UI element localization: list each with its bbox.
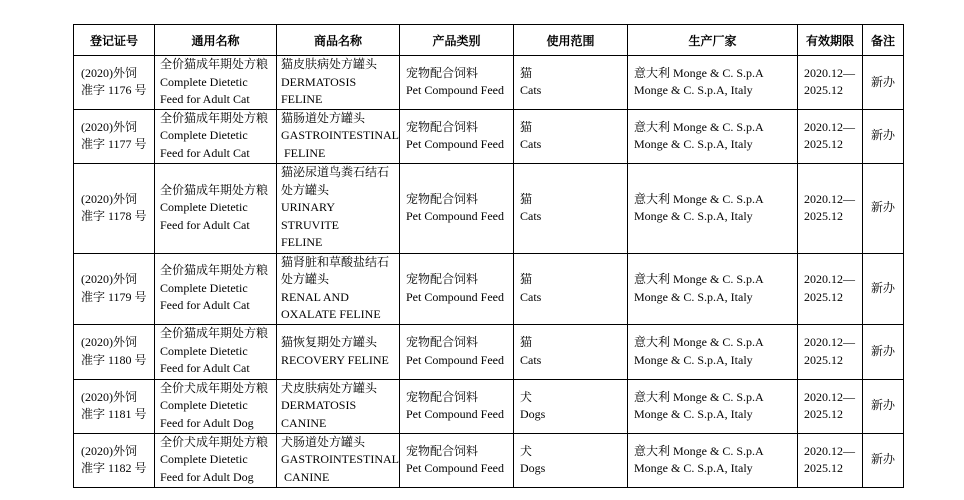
cell-validity bbox=[798, 253, 863, 324]
manufacturer-line: Monge & C. S.p.A, Italy bbox=[634, 83, 753, 98]
cell-reg-no bbox=[74, 56, 155, 110]
cell-reg-no bbox=[74, 109, 155, 163]
reg-no-line: 准字 1182 号 bbox=[81, 461, 147, 475]
cell-manufacturer bbox=[628, 253, 798, 324]
validity-line: 2020.12— bbox=[804, 389, 855, 404]
reg-no-line: 准字 1179 号 bbox=[81, 289, 147, 304]
cell-generic-name bbox=[155, 56, 277, 110]
product-name-line: URINARY bbox=[281, 200, 336, 215]
manufacturer-line: 意大利 Monge & C. S.p.A bbox=[634, 443, 764, 458]
scope-line: 猫 bbox=[520, 119, 533, 134]
reg-no-line: (2020)外饲 bbox=[81, 119, 137, 134]
table-row bbox=[74, 253, 904, 324]
product-name-line: CANINE bbox=[281, 469, 330, 484]
cell-generic-name bbox=[155, 163, 277, 253]
generic-name-line: Complete Dietetic bbox=[160, 280, 248, 295]
product-name-line: FELINE bbox=[281, 145, 326, 160]
cell-category bbox=[400, 253, 514, 324]
cell-validity bbox=[798, 324, 863, 379]
scope-line: 猫 bbox=[520, 65, 533, 80]
manufacturer-line: 意大利 Monge & C. S.p.A bbox=[634, 119, 764, 134]
reg-no-line: (2020)外饲 bbox=[81, 191, 137, 206]
reg-no-line: (2020)外饲 bbox=[81, 389, 137, 404]
product-name-line: DERMATOSIS bbox=[281, 74, 357, 89]
cell-scope bbox=[514, 109, 628, 163]
validity-line: 2020.12— bbox=[804, 119, 855, 134]
scope-line: 犬 bbox=[520, 389, 533, 404]
product-name-line: CANINE bbox=[281, 415, 327, 430]
cell-reg-no bbox=[74, 324, 155, 379]
category-line: 宠物配合饲料 bbox=[406, 191, 479, 206]
reg-no-line: (2020)外饲 bbox=[81, 335, 137, 349]
cell-manufacturer bbox=[628, 379, 798, 433]
generic-name-line: Feed for Adult Cat bbox=[160, 92, 250, 106]
product-name-line: DERMATOSIS bbox=[281, 398, 357, 413]
cell-category bbox=[400, 56, 514, 110]
generic-name-line: 全价猫成年期处方粮 bbox=[160, 110, 269, 125]
cell-manufacturer bbox=[628, 163, 798, 253]
cell-generic-name bbox=[155, 109, 277, 163]
cell-reg-no bbox=[74, 433, 155, 487]
reg-no-line: 准字 1177 号 bbox=[81, 137, 147, 151]
cell-scope bbox=[514, 163, 628, 253]
cell-remark bbox=[863, 253, 904, 324]
cell-remark bbox=[863, 379, 904, 433]
table-header-row bbox=[74, 25, 904, 56]
generic-name-line: 全价猫成年期处方粮 bbox=[160, 326, 269, 341]
scope-line: Cats bbox=[520, 137, 542, 151]
cell-generic-name bbox=[155, 324, 277, 379]
product-name-line: 犬肠道处方罐头 bbox=[281, 434, 366, 449]
product-name-line: FELINE bbox=[281, 235, 323, 250]
header-validity: 有效期限 bbox=[798, 25, 863, 56]
validity-line: 2025.12 bbox=[804, 461, 843, 475]
scope-line: 犬 bbox=[520, 443, 533, 458]
manufacturer-line: Monge & C. S.p.A, Italy bbox=[634, 461, 753, 475]
registration-table bbox=[73, 24, 904, 488]
generic-name-line: Feed for Adult Cat bbox=[160, 361, 250, 376]
category-line: 宠物配合饲料 bbox=[406, 65, 479, 80]
header-scope: 使用范围 bbox=[514, 25, 628, 56]
manufacturer-line: Monge & C. S.p.A, Italy bbox=[634, 352, 753, 367]
validity-line: 2020.12— bbox=[804, 191, 855, 206]
scope-line: Dogs bbox=[520, 407, 546, 421]
manufacturer-line: 意大利 Monge & C. S.p.A bbox=[634, 389, 764, 404]
cell-validity bbox=[798, 433, 863, 487]
product-name-line: 处方罐头 bbox=[281, 182, 330, 197]
category-line: Pet Compound Feed bbox=[406, 83, 504, 98]
cell-reg-no bbox=[74, 379, 155, 433]
reg-no-line: (2020)外饲 bbox=[81, 443, 137, 458]
cell-scope bbox=[514, 433, 628, 487]
product-name-line: STRUVITE bbox=[281, 217, 339, 232]
validity-line: 2025.12 bbox=[804, 407, 843, 421]
remark-text: 新办 bbox=[870, 398, 895, 413]
product-name-line: RECOVERY FELINE bbox=[281, 352, 389, 367]
product-name-line: FELINE bbox=[281, 92, 323, 106]
scope-line: Cats bbox=[520, 209, 542, 223]
product-name-line: OXALATE FELINE bbox=[281, 307, 381, 321]
cell-validity bbox=[798, 56, 863, 110]
reg-no-line: 准字 1176 号 bbox=[81, 83, 147, 98]
category-line: Pet Compound Feed bbox=[406, 209, 504, 223]
validity-line: 2020.12— bbox=[804, 335, 855, 349]
scope-line: Cats bbox=[520, 83, 542, 98]
header-manufacturer: 生产厂家 bbox=[628, 25, 798, 56]
product-name-line: GASTROINTESTINAL bbox=[281, 128, 399, 143]
scope-line: Cats bbox=[520, 352, 542, 367]
validity-line: 2025.12 bbox=[804, 352, 843, 367]
table-row bbox=[74, 433, 904, 487]
remark-text: 新办 bbox=[870, 74, 895, 89]
cell-product-name bbox=[277, 324, 400, 379]
generic-name-line: Complete Dietetic bbox=[160, 398, 248, 413]
cell-product-name bbox=[277, 56, 400, 110]
cell-generic-name bbox=[155, 379, 277, 433]
product-name-line: GASTROINTESTINAL bbox=[281, 452, 399, 467]
header-category: 产品类别 bbox=[400, 25, 514, 56]
category-line: Pet Compound Feed bbox=[406, 407, 504, 421]
category-line: Pet Compound Feed bbox=[406, 461, 504, 475]
cell-generic-name bbox=[155, 253, 277, 324]
table-row bbox=[74, 324, 904, 379]
validity-line: 2020.12— bbox=[804, 443, 855, 458]
cell-generic-name bbox=[155, 433, 277, 487]
category-line: Pet Compound Feed bbox=[406, 289, 504, 304]
validity-line: 2025.12 bbox=[804, 137, 843, 151]
reg-no-line: (2020)外饲 bbox=[81, 272, 137, 286]
generic-name-line: Feed for Adult Cat bbox=[160, 145, 250, 160]
manufacturer-line: Monge & C. S.p.A, Italy bbox=[634, 137, 753, 151]
header-generic-name: 通用名称 bbox=[155, 25, 277, 56]
product-name-line: 处方罐头 bbox=[281, 272, 330, 286]
cell-remark bbox=[863, 109, 904, 163]
cell-reg-no bbox=[74, 253, 155, 324]
category-line: 宠物配合饲料 bbox=[406, 119, 479, 134]
product-name-line: 猫肠道处方罐头 bbox=[281, 110, 366, 125]
cell-manufacturer bbox=[628, 324, 798, 379]
manufacturer-line: 意大利 Monge & C. S.p.A bbox=[634, 65, 764, 80]
generic-name-line: Feed for Adult Cat bbox=[160, 298, 250, 313]
cell-product-name bbox=[277, 379, 400, 433]
generic-name-line: Feed for Adult Dog bbox=[160, 469, 254, 484]
reg-no-line: 准字 1181 号 bbox=[81, 407, 147, 421]
manufacturer-line: 意大利 Monge & C. S.p.A bbox=[634, 272, 764, 286]
category-line: Pet Compound Feed bbox=[406, 137, 504, 151]
cell-category bbox=[400, 324, 514, 379]
reg-no-line: 准字 1178 号 bbox=[81, 209, 147, 223]
manufacturer-line: Monge & C. S.p.A, Italy bbox=[634, 289, 753, 304]
remark-text: 新办 bbox=[870, 343, 895, 358]
cell-scope bbox=[514, 379, 628, 433]
table-row bbox=[74, 163, 904, 253]
reg-no-line: (2020)外饲 bbox=[81, 65, 137, 80]
generic-name-line: Complete Dietetic bbox=[160, 74, 248, 89]
cell-product-name bbox=[277, 433, 400, 487]
generic-name-line: 全价猫成年期处方粮 bbox=[160, 57, 269, 71]
category-line: 宠物配合饲料 bbox=[406, 389, 479, 404]
table-row bbox=[74, 109, 904, 163]
cell-validity bbox=[798, 163, 863, 253]
table-row bbox=[74, 56, 904, 110]
scope-line: Cats bbox=[520, 289, 542, 304]
product-name-line: 猫恢复期处方罐头 bbox=[281, 335, 378, 349]
manufacturer-line: 意大利 Monge & C. S.p.A bbox=[634, 191, 764, 206]
cell-remark bbox=[863, 163, 904, 253]
generic-name-line: 全价猫成年期处方粮 bbox=[160, 182, 269, 197]
validity-line: 2020.12— bbox=[804, 65, 855, 80]
generic-name-line: 全价猫成年期处方粮 bbox=[160, 263, 269, 278]
remark-text: 新办 bbox=[870, 452, 895, 467]
category-line: 宠物配合饲料 bbox=[406, 335, 479, 349]
cell-manufacturer bbox=[628, 109, 798, 163]
cell-validity bbox=[798, 109, 863, 163]
generic-name-line: 全价犬成年期处方粮 bbox=[160, 380, 269, 395]
generic-name-line: Feed for Adult Cat bbox=[160, 217, 250, 232]
scope-line: 猫 bbox=[520, 335, 533, 349]
cell-reg-no bbox=[74, 163, 155, 253]
product-name-line: 犬皮肤病处方罐头 bbox=[281, 380, 378, 395]
validity-line: 2025.12 bbox=[804, 209, 843, 223]
cell-scope bbox=[514, 253, 628, 324]
scope-line: 猫 bbox=[520, 272, 533, 286]
cell-remark bbox=[863, 324, 904, 379]
cell-remark bbox=[863, 433, 904, 487]
generic-name-line: Complete Dietetic bbox=[160, 343, 248, 358]
header-remark: 备注 bbox=[863, 25, 904, 56]
manufacturer-line: Monge & C. S.p.A, Italy bbox=[634, 209, 753, 223]
manufacturer-line: Monge & C. S.p.A, Italy bbox=[634, 407, 753, 421]
generic-name-line: Complete Dietetic bbox=[160, 452, 248, 467]
product-name-line: 猫泌尿道鸟粪石结石 bbox=[281, 165, 390, 180]
header-product-name: 商品名称 bbox=[277, 25, 400, 56]
product-name-line: 猫皮肤病处方罐头 bbox=[281, 57, 378, 71]
remark-text: 新办 bbox=[870, 200, 895, 215]
cell-product-name bbox=[277, 109, 400, 163]
remark-text: 新办 bbox=[870, 128, 895, 143]
generic-name-line: Feed for Adult Dog bbox=[160, 415, 254, 430]
cell-product-name bbox=[277, 163, 400, 253]
category-line: 宠物配合饲料 bbox=[406, 272, 479, 286]
product-name-line: 猫肾脏和草酸盐结石 bbox=[281, 254, 390, 269]
table-row bbox=[74, 379, 904, 433]
category-line: 宠物配合饲料 bbox=[406, 443, 479, 458]
header-reg-no: 登记证号 bbox=[74, 25, 155, 56]
scope-line: 猫 bbox=[520, 191, 533, 206]
validity-line: 2025.12 bbox=[804, 83, 843, 98]
cell-scope bbox=[514, 324, 628, 379]
cell-manufacturer bbox=[628, 433, 798, 487]
reg-no-line: 准字 1180 号 bbox=[81, 352, 147, 367]
remark-text: 新办 bbox=[870, 280, 895, 295]
cell-scope bbox=[514, 56, 628, 110]
validity-line: 2020.12— bbox=[804, 272, 855, 286]
manufacturer-line: 意大利 Monge & C. S.p.A bbox=[634, 335, 764, 349]
cell-remark bbox=[863, 56, 904, 110]
generic-name-line: Complete Dietetic bbox=[160, 200, 248, 215]
cell-category bbox=[400, 433, 514, 487]
cell-category bbox=[400, 379, 514, 433]
category-line: Pet Compound Feed bbox=[406, 352, 504, 367]
scope-line: Dogs bbox=[520, 461, 546, 475]
cell-manufacturer bbox=[628, 56, 798, 110]
product-name-line: RENAL AND bbox=[281, 289, 349, 304]
cell-category bbox=[400, 163, 514, 253]
generic-name-line: Complete Dietetic bbox=[160, 128, 248, 143]
validity-line: 2025.12 bbox=[804, 289, 843, 304]
generic-name-line: 全价犬成年期处方粮 bbox=[160, 434, 269, 449]
cell-category bbox=[400, 109, 514, 163]
cell-validity bbox=[798, 379, 863, 433]
cell-product-name bbox=[277, 253, 400, 324]
